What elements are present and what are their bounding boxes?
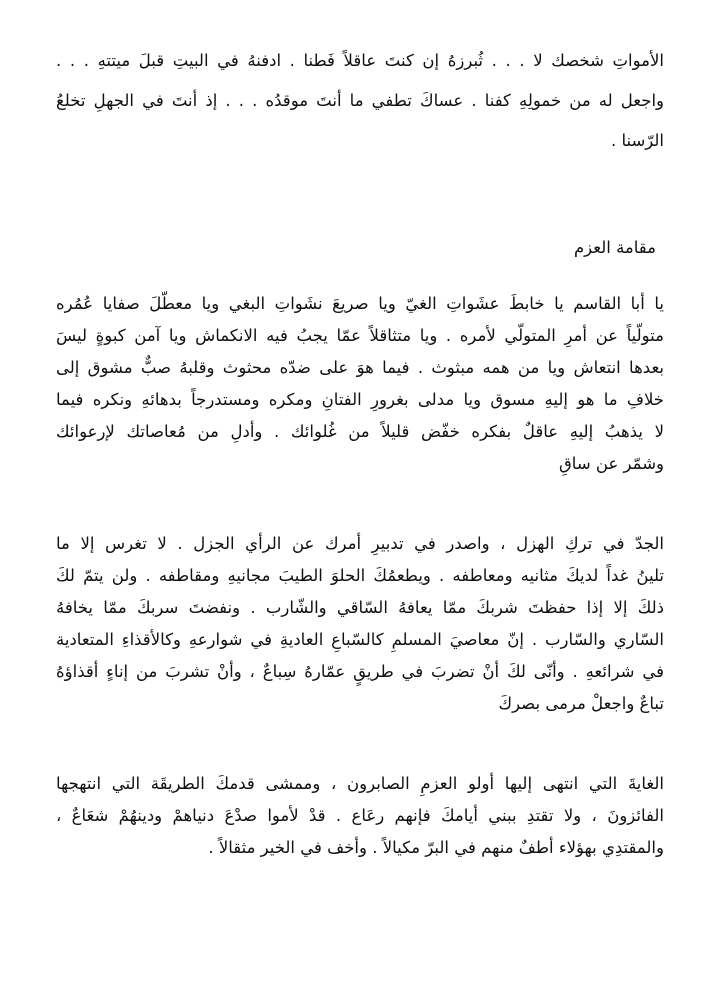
text-line: يا أبا القاسم يا خابطَ عشَواتِ الغيّ ويا صريعَ نشَواتِ البغي ويا معطّلَ صفايا عُمُره (56, 294, 664, 313)
text-line: بعدها انتعاش ويا من همه مبثوث . فيما هوَ على ضدّه محثوث وقلبهُ صبٌّ مشوق إلى (56, 358, 664, 377)
text-line: متولّياً عن أمرِ المتولّي لأمره . ويا متثاقلاً عمّا يجبُ فيه الانكماش ويا آمن كبوةٍ ليسَ (56, 326, 664, 345)
text-line: واجعل له من خمولِهِ كفنا . عساكَ تطفي ما أنتَ موقدُه . . . إذ أنتَ في الجهلِ تخلعُ (56, 91, 664, 110)
text-line: والمقتدِي بهؤلاء أطفٌ منهم في البرّ مكيالاً . وأخف في الخير مثقالاً . (208, 838, 664, 857)
text-line: تلينُ غداً لديكَ مثانيه ومعاطفه . ويطعمُكَ الحلوَ الطيبَ مجانيهِ ومقاطفه . ولن يتمّ لكَ (56, 566, 664, 585)
text-line: الفائزونَ ، ولا تقتدِ ببني أيامكَ فإنهم رعَاع . قدْ لأموا صدْعَ دنياهمْ ودينهُمْ شعَاعٌ ، (56, 806, 664, 825)
text-line: السّاري والسّارب . إنّ معاصيَ المسلمِ كالسّباعِ العاديةِ في شوارعهِ وكالأقذاءِ المتعادية (56, 630, 664, 649)
text-line: وشمّر عن ساقِ (559, 454, 664, 473)
text-line: الأمواتِ شخصك لا . . . ثُبرزهُ إن كنتَ عاقلاً فَطنا . ادفنهُ في البيتِ قبلَ ميتتهِ . . . (56, 51, 664, 70)
text-line: تباعٌ واجعلْ مرمى بصركَ (498, 694, 664, 713)
text-line: في شرائعهِ . وأنّى لكَ أنْ تضربَ في طريقٍ عمّارهُ سِباعٌ ، وأنْ تشربَ من إناءٍ أقذاؤهُ (56, 662, 664, 681)
text-line: الغايةَ التي انتهى إليها أولو العزمِ الصابرون ، وممشى قدمكَ الطريقَة التي انتهجها (56, 774, 664, 793)
text-line: الجدّ في تركِ الهزل ، واصدر في تدبيرِ أمرك عن الرأي الجزل . لا تغرس إلا ما (56, 534, 664, 553)
section-heading: مقامة العزم (573, 238, 656, 257)
text-line: الرّسنا . (610, 131, 664, 150)
text-line: ذلكَ إلا إذا حفظتَ شربكَ ممّا يعافهُ السّاقي والشّارب . ونفضتَ سربكَ ممّا يخافهُ (56, 598, 664, 617)
text-line: خلافِ ما هو إليهِ مسوق ويا مدلى بغرورِ الفتانِ ومكره ومستدرجاً بدهائهِ ونكره فيما (56, 390, 664, 409)
text-line: لا يذهبُ إليهِ عاقلٌ بفكره خفّض قليلاً من غُلوائك . وأدلِ من مُعاصاتك لإرعوائك (56, 422, 664, 441)
